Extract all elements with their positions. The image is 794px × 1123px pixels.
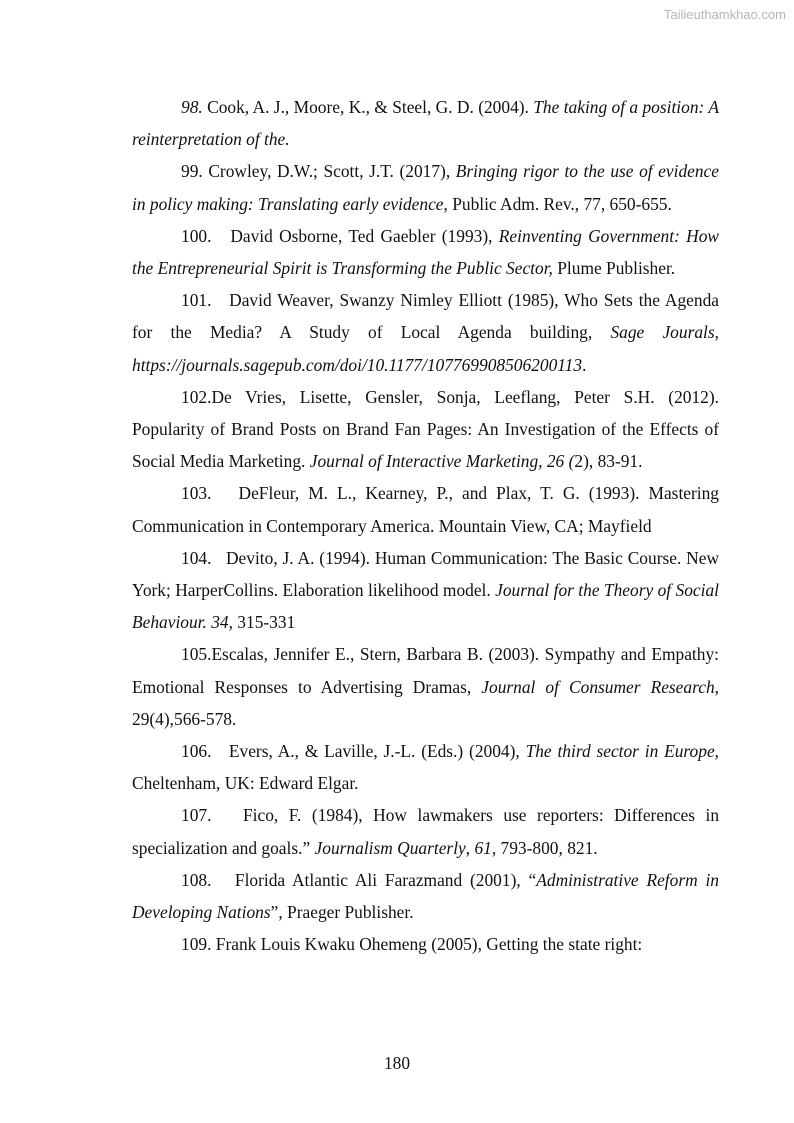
reference-separator	[211, 548, 226, 568]
reference-text: , 793-800, 821.	[491, 837, 598, 858]
reference-number: 98.	[181, 97, 203, 117]
reference-text: David Weaver, Swanzy Nimley Elliott (1985), Who Sets the Agenda for the Media? A Study of Local Agenda building,	[132, 290, 719, 343]
reference-text: Cook, A. J., Moore, K., & Steel, G. D. (2004).	[207, 97, 534, 117]
reference-number: 107.	[181, 805, 212, 826]
reference-text: 315-331	[232, 612, 296, 633]
reference-list	[132, 91, 719, 960]
reference-number: 100.	[181, 225, 212, 246]
reference-italic-text: Journalism Quarterly	[314, 837, 466, 858]
reference-text: David Osborne, Ted Gaebler (1993),	[230, 225, 499, 246]
reference-separator	[211, 870, 234, 890]
reference-italic-text: 61	[474, 837, 492, 858]
reference-italic-text: Journal of Consumer Research	[481, 676, 715, 697]
reference-entry	[132, 155, 719, 219]
reference-text: Escalas, Jennifer E., Stern, Barbara B. (2003). Sympathy and Empathy: Emotional Responses to Advertising Dramas,	[132, 644, 719, 697]
reference-text: Florida Atlantic Ali Farazmand (2001), “	[234, 869, 537, 890]
reference-text: Frank Louis Kwaku Ohemeng (2005), Getting the state right:	[215, 934, 643, 955]
reference-text: Plume Publisher.	[552, 258, 676, 279]
reference-italic-text: Journal for the Theory of Social Behaviour. 34,	[132, 580, 719, 633]
reference-separator	[211, 741, 228, 761]
reference-text: .	[582, 354, 587, 375]
reference-entry	[132, 638, 719, 735]
reference-separator	[211, 483, 238, 503]
reference-text: Evers, A., & Laville, J.-L. (Eds.) (2004),	[228, 741, 526, 762]
reference-text: 2), 83-91.	[574, 451, 643, 472]
reference-entry	[132, 381, 719, 478]
reference-text: ”, Praeger Publisher.	[270, 902, 414, 923]
reference-number: 99.	[181, 161, 203, 182]
reference-number: 104.	[181, 547, 212, 568]
reference-entry	[132, 542, 719, 639]
reference-entry	[132, 284, 719, 381]
reference-separator	[211, 226, 230, 246]
reference-text: Cheltenham, UK: Edward Elgar.	[132, 773, 359, 794]
reference-entry	[132, 735, 719, 799]
reference-entry	[132, 799, 719, 863]
reference-text: Fico, F. (1984), How lawmakers use reporters: Differences in specialization and goals.”	[132, 805, 720, 858]
reference-italic-text: Administrative Reform in Developing Nations	[132, 869, 720, 923]
reference-text: Devito, J. A. (1994). Human Communication: The Basic Course. New York; HarperCollins. Elaboration likelihood model.	[132, 547, 720, 601]
reference-number: 105.	[181, 644, 212, 665]
reference-text: DeFleur, M. L., Kearney, P., and Plax, T. G. (1993). Mastering Communication in Contemporary America. Mountain View, CA; Mayfield	[132, 483, 720, 536]
reference-entry	[132, 91, 719, 155]
reference-italic-text: Bringing rigor to the use of evidence in policy making: Translating early evidence	[132, 161, 719, 214]
reference-italic-text: Reinventing Government: How the Entrepreneurial Spirit is Transforming the Public Sector,	[132, 225, 720, 279]
reference-number: 108.	[181, 869, 212, 890]
reference-text: ,	[465, 837, 475, 858]
reference-number: 106.	[181, 741, 212, 762]
reference-entry	[132, 928, 719, 960]
reference-separator	[211, 290, 229, 310]
reference-text: Crowley, D.W.; Scott, J.T. (2017),	[208, 161, 456, 182]
reference-text: , Public Adm. Rev., 77, 650-655.	[443, 193, 672, 214]
reference-entry	[132, 220, 719, 284]
reference-number: 101.	[181, 290, 212, 311]
reference-italic-text: The third sector in Europe,	[525, 741, 720, 762]
reference-italic-text: Journal of Interactive Marketing, 26 (	[309, 451, 575, 472]
page-number: 180	[383, 1053, 411, 1073]
reference-number: 103.	[181, 483, 212, 504]
reference-number: 109.	[181, 934, 212, 955]
reference-text: De Vries, Lisette, Gensler, Sonja, Leeflang, Peter S.H. (2012). Popularity of Brand Posts on Brand Fan Pages: An Investigation of the Effects of Social Media Marketing.	[132, 386, 719, 472]
reference-entry	[132, 864, 719, 928]
reference-text: , 29(4),566-578.	[132, 676, 719, 729]
reference-separator	[211, 805, 243, 825]
watermark: Tailieuthamkhao.com	[663, 7, 786, 22]
reference-italic-text: Sage Jourals, https://journals.sagepub.com/doi/10.1177/107769908506200113	[132, 322, 719, 375]
reference-italic-text: The taking of a position: A reinterpretation of the.	[132, 97, 719, 150]
reference-entry	[132, 477, 719, 541]
reference-number: 102.	[181, 386, 212, 407]
